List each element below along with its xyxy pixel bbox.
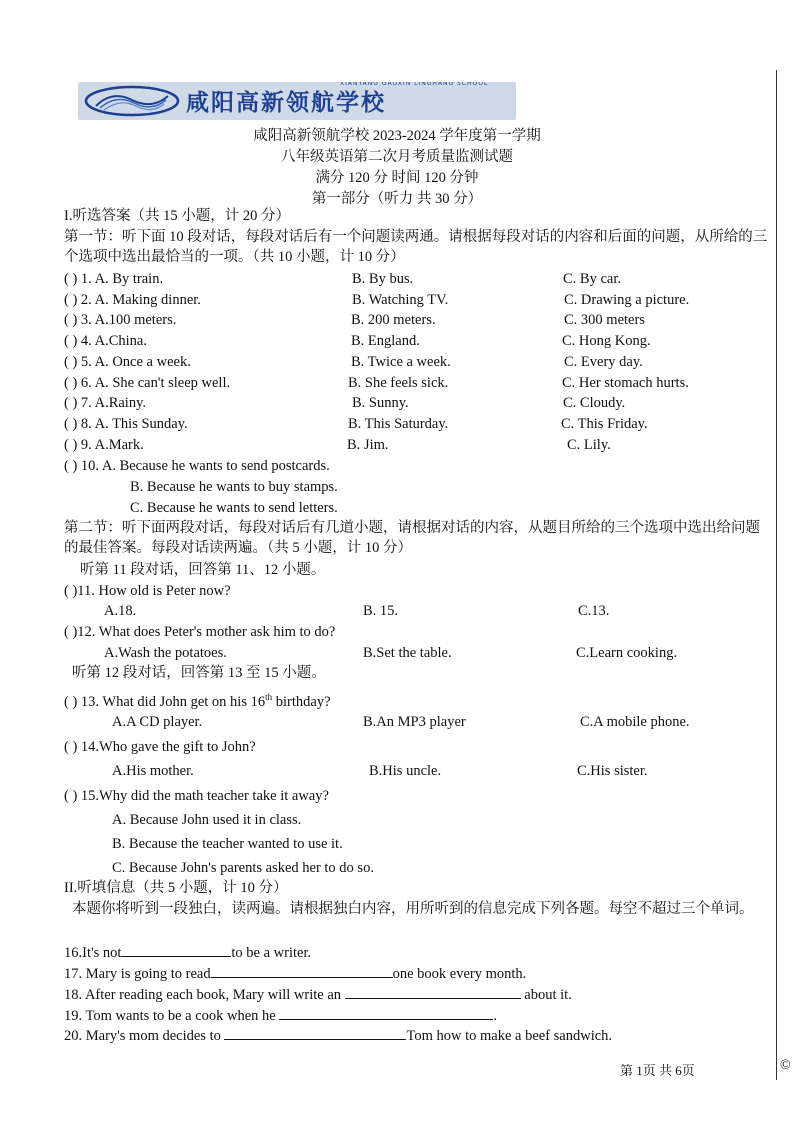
q12-option-a: A.Wash the potatoes. [104, 645, 227, 661]
fill-19 [64, 1005, 497, 1025]
section2-instructions: 本题你将听到一段独白，读两遍。请根据独白内容，用所听到的信息完成下列各题。每空不超过三个单词。 [72, 901, 754, 917]
question-4-stem: ( ) 4. A.China. [64, 333, 147, 350]
fill-19-text-a: 19. Tom wants to be a cook when he [64, 1008, 276, 1024]
question-8-stem: ( ) 8. A. This Sunday. [64, 415, 188, 432]
question-9-option-b: B. Jim. [347, 436, 389, 453]
question-1-stem: ( ) 1. A. By train. [64, 271, 164, 287]
q13-stem [64, 688, 331, 711]
q14-stem: ( ) 14.Who gave the gift to John? [64, 739, 256, 755]
dialog-12-note: 听第 12 段对话，回答第 13 至 15 小题。 [72, 665, 326, 681]
margin-line [776, 70, 777, 1080]
fill-17-text-b: one book every month. [392, 966, 527, 982]
fill-17-text-a: 17. Mary is going to read [64, 966, 211, 982]
question-3-option-c: C. 300 meters [564, 312, 645, 329]
section1-title: I.听选答案（共 15 小题，计 20 分） [64, 208, 290, 224]
fill-19-text-b: . [493, 1008, 497, 1024]
part1-instructions: 第一节：听下面 10 段对话，每段对话后有一个问题读两通。请根据每段对话的内容和后面的问题，从所给的三个选项中选出最恰当的一项。（共 10 小题，计 10 分） [64, 229, 768, 265]
q15-stem: ( ) 15.Why did the math teacher take it away? [64, 788, 329, 804]
q13-option-c: C.A mobile phone. [580, 714, 690, 730]
fill-18-text-a: 18. After reading each book, Mary will write an [64, 987, 342, 1003]
question-7-option-c: C. Cloudy. [563, 395, 626, 412]
question-3-option-b: B. 200 meters. [351, 312, 436, 329]
q13-stem-sup: th [265, 692, 273, 702]
q13-stem-pre: ( ) 13. What did John get on his 16 [64, 693, 266, 710]
q11-stem: ( )11. How old is Peter now? [64, 583, 231, 599]
school-emblem-icon [82, 84, 182, 118]
q11-option-a: A.18. [104, 603, 137, 619]
dialog-11-note: 听第 11 段对话，回答第 11、12 小题。 [80, 562, 326, 578]
fill-20 [64, 1025, 612, 1045]
q11-option-b: B. 15. [363, 603, 399, 619]
question-1-option-b: B. By bus. [352, 271, 414, 287]
question-5-option-c: C. Every day. [564, 353, 643, 370]
q14-option-b: B.His uncle. [369, 763, 442, 779]
q13-stem-post: birthday? [272, 693, 331, 710]
q12-option-c: C.Learn cooking. [576, 645, 678, 661]
logo-subtitle: XIANYANG GAOXIN LINGHANG SCHOOL [340, 82, 489, 87]
fill-18 [64, 984, 572, 1004]
fill-18-text-b: about it. [524, 987, 572, 1003]
question-7-stem: ( ) 7. A.Rainy. [64, 395, 147, 412]
fill-16-text-a: 16.It's not [64, 945, 122, 961]
question-6-stem: ( ) 6. A. She can't sleep well. [64, 374, 231, 391]
question-3-stem: ( ) 3. A.100 meters. [64, 312, 177, 329]
question-9-option-c: C. Lily. [567, 436, 611, 453]
q10-option-c: C. Because he wants to send letters. [130, 500, 338, 516]
question-4-option-b: B. England. [351, 333, 420, 350]
fill-19-blank[interactable] [279, 1005, 493, 1020]
q10-option-b: B. Because he wants to buy stamps. [130, 479, 338, 495]
corner-mark: © [780, 1058, 791, 1073]
question-8-option-c: C. This Friday. [561, 415, 648, 432]
part2-instructions: 第二节：听下面两段对话，每段对话后有几道小题，请根据对话的内容，从题目所给的三个选项中选出给问题的最佳答案。每段对话读两遍。（共 5 小题，计 10 分） [64, 520, 760, 556]
q15-option-b: B. Because the teacher wanted to use it. [112, 836, 343, 852]
fill-17 [64, 963, 526, 983]
header-line-3: 满分 120 分 时间 120 分钟 [315, 170, 479, 186]
question-5-stem: ( ) 5. A. Once a week. [64, 353, 191, 370]
question-5-option-b: B. Twice a week. [351, 353, 451, 370]
question-4-option-c: C. Hong Kong. [562, 333, 651, 350]
question-7-option-b: B. Sunny. [352, 395, 409, 412]
q14-option-a: A.His mother. [112, 763, 194, 779]
q15-option-a: A. Because John used it in class. [112, 812, 302, 828]
fill-17-blank[interactable] [211, 963, 393, 978]
q11-option-c: C.13. [578, 603, 610, 619]
fill-16-text-b: to be a writer. [231, 945, 312, 961]
q13-option-b: B.An MP3 player [363, 714, 466, 730]
q12-stem: ( )12. What does Peter's mother ask him to do? [64, 624, 336, 640]
q13-option-a: A.A CD player. [112, 714, 203, 730]
section2-title: II.听填信息（共 5 小题，计 10 分） [64, 880, 288, 896]
question-2-option-b: B. Watching TV. [352, 291, 449, 308]
fill-20-text-b: Tom how to make a beef sandwich. [406, 1028, 613, 1044]
header-line-2: 八年级英语第二次月考质量监测试题 [281, 149, 513, 165]
fill-16-blank[interactable] [121, 942, 231, 957]
question-6-option-b: B. She feels sick. [348, 374, 449, 391]
q12-option-b: B.Set the table. [363, 645, 452, 661]
fill-20-text-a: 20. Mary's mom decides to [64, 1028, 221, 1044]
q10-stem: ( ) 10. A. Because he wants to send postcards. [64, 458, 330, 474]
fill-18-blank[interactable] [345, 984, 521, 999]
question-8-option-b: B. This Saturday. [348, 415, 449, 432]
question-2-stem: ( ) 2. A. Making dinner. [64, 291, 201, 308]
q15-option-c: C. Because John's parents asked her to do so. [112, 860, 374, 876]
header-line-4: 第一部分（听力 共 30 分） [311, 191, 483, 207]
question-9-stem: ( ) 9. A.Mark. [64, 436, 144, 453]
page-number: 第 1页 共 6页 [620, 1063, 695, 1078]
fill-16 [64, 942, 311, 962]
school-logo [78, 82, 516, 120]
logo-school-name: 咸阳高新领航学校 [186, 90, 386, 116]
q14-option-c: C.His sister. [577, 763, 648, 779]
question-2-option-c: C. Drawing a picture. [564, 291, 690, 308]
fill-20-blank[interactable] [224, 1025, 406, 1040]
question-1-option-c: C. By car. [563, 271, 621, 287]
header-line-1: 咸阳高新领航学校 2023-2024 学年度第一学期 [253, 128, 541, 144]
question-6-option-c: C. Her stomach hurts. [562, 374, 689, 391]
